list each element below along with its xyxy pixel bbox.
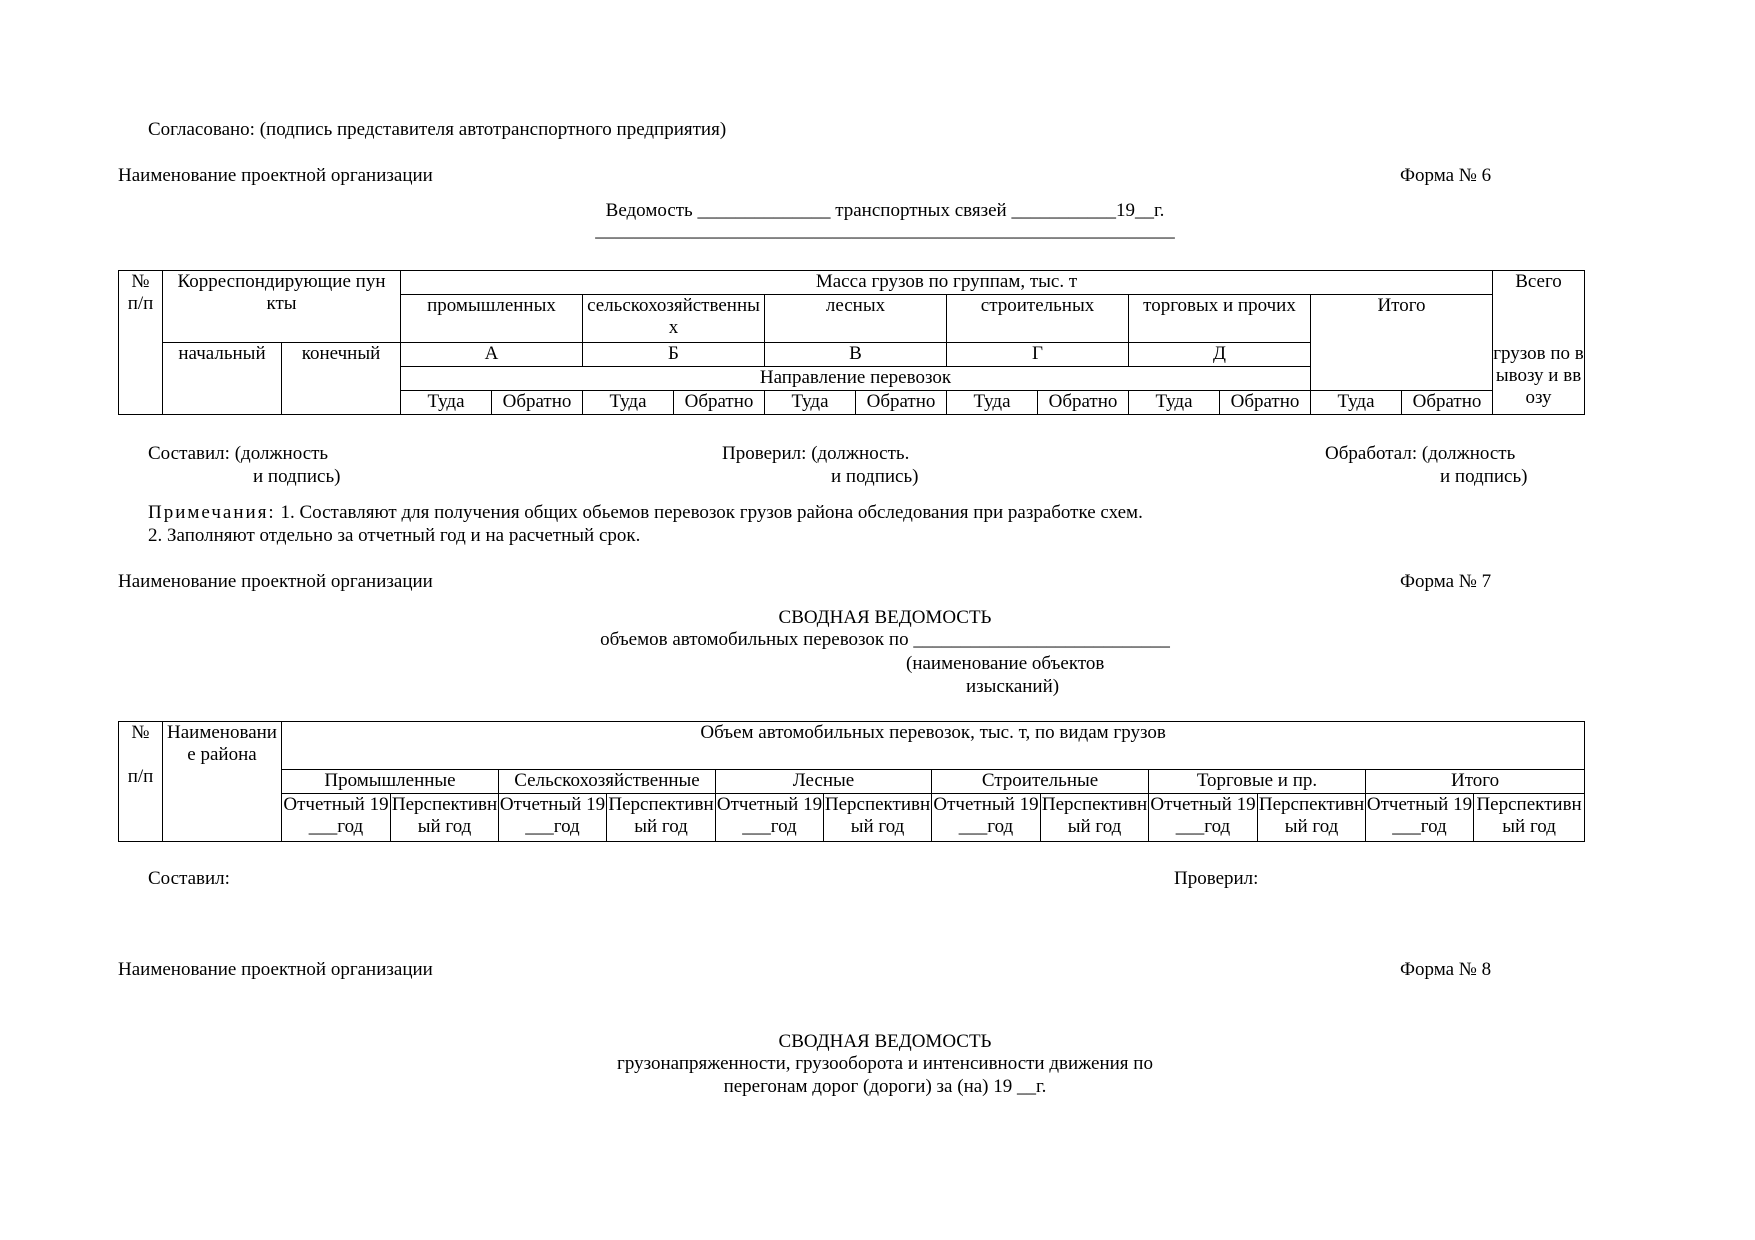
dir-back: Обратно xyxy=(492,391,583,415)
dir-back: Обратно xyxy=(1038,391,1129,415)
group-industrial: Промышленные xyxy=(282,770,499,794)
group-forest: Лесные xyxy=(716,770,932,794)
dir-back: Обратно xyxy=(1402,391,1493,415)
dir-there: Туда xyxy=(401,391,492,415)
letter-b: Б xyxy=(583,343,765,367)
form8-number: Форма № 8 xyxy=(1400,959,1492,980)
future-year: Перспективный год xyxy=(1041,794,1149,842)
form6-checked: Проверил: (должность. xyxy=(722,443,910,464)
total-header: Итого xyxy=(1311,295,1493,391)
approval-line: Согласовано: (подпись представителя автотранспортного предприятия) xyxy=(148,119,727,140)
all-header-top: Всего xyxy=(1493,271,1585,343)
report-year: Отчетный 19 ___год xyxy=(1149,794,1258,842)
report-year: Отчетный 19 ___год xyxy=(282,794,391,842)
future-year: Перспективный год xyxy=(607,794,716,842)
report-year: Отчетный 19 ___год xyxy=(1366,794,1474,842)
form6-table xyxy=(118,270,1585,415)
report-year: Отчетный 19 ___год xyxy=(932,794,1041,842)
dir-there: Туда xyxy=(765,391,856,415)
form8-title: СВОДНАЯ ВЕДОМОСТЬ xyxy=(778,1031,992,1052)
form6-notes xyxy=(148,502,1143,524)
notes-label: Примечания: xyxy=(148,502,276,523)
group-construction: Строительные xyxy=(932,770,1149,794)
direction-header: Направление перевозок xyxy=(401,367,1311,391)
form7-table xyxy=(118,721,1585,842)
report-year: Отчетный 19 ___год xyxy=(499,794,607,842)
form7-checked: Проверил: xyxy=(1174,868,1259,889)
form7-subtitle: объемов автомобильных перевозок по ___________________________ xyxy=(600,629,1170,650)
form7-title: СВОДНАЯ ВЕДОМОСТЬ xyxy=(778,607,992,628)
future-year: Перспективный год xyxy=(1474,794,1585,842)
end-header: конечный xyxy=(282,343,401,415)
group-industrial: промышленных xyxy=(401,295,583,343)
group-trade: торговых и прочих xyxy=(1129,295,1311,343)
form6-processed: Обработал: (должность xyxy=(1325,443,1516,464)
form6-compiled: Составил: (должность xyxy=(148,443,329,464)
form6-number: Форма № 6 xyxy=(1400,165,1492,186)
start-header: начальный xyxy=(163,343,282,415)
form6-title-underline: _____________________________________________________________ xyxy=(595,220,1175,241)
form8-subtitle-1: грузонапряженности, грузооборота и интенсивности движения по xyxy=(617,1053,1153,1074)
form6-org-label: Наименование проектной организации xyxy=(118,165,433,186)
num-header: № п/п xyxy=(119,722,163,842)
letter-v: В xyxy=(765,343,947,367)
future-year: Перспективный год xyxy=(391,794,499,842)
form6-checked-sign: и подпись) xyxy=(831,466,919,487)
group-agricultural: Сельскохозяйственные xyxy=(499,770,716,794)
group-construction: строительных xyxy=(947,295,1129,343)
letter-g: Г xyxy=(947,343,1129,367)
group-agricultural: сельскохозяйственных xyxy=(583,295,765,343)
form6-compiled-sign: и подпись) xyxy=(253,466,341,487)
dir-there: Туда xyxy=(1311,391,1402,415)
dir-there: Туда xyxy=(947,391,1038,415)
future-year: Перспективный год xyxy=(1258,794,1366,842)
future-year: Перспективный год xyxy=(824,794,932,842)
note-2: 2. Заполняют отдельно за отчетный год и на расчетный срок. xyxy=(148,525,641,546)
note-1: 1. Составляют для получения общих обьемов перевозок грузов района обследования при разработке схем. xyxy=(280,502,1143,523)
form7-hint-2: изысканий) xyxy=(966,676,1060,697)
form7-org-label: Наименование проектной организации xyxy=(118,571,433,592)
dir-back: Обратно xyxy=(856,391,947,415)
volume-header: Объем автомобильных перевозок, тыс. т, по видам грузов xyxy=(282,722,1585,770)
group-forest: лесных xyxy=(765,295,947,343)
form8-subtitle-2: перегонам дорог (дороги) за (на) 19 __г. xyxy=(723,1076,1047,1097)
dir-there: Туда xyxy=(583,391,674,415)
group-total: Итого xyxy=(1366,770,1585,794)
letter-d: Д xyxy=(1129,343,1311,367)
form7-hint-1: (наименование объектов xyxy=(906,653,1105,674)
form7-number: Форма № 7 xyxy=(1400,571,1492,592)
dir-back: Обратно xyxy=(1220,391,1311,415)
report-year: Отчетный 19 ___год xyxy=(716,794,824,842)
all-header-bottom: грузов по вывозу и ввозу xyxy=(1493,343,1585,415)
form7-compiled: Составил: xyxy=(148,868,230,889)
form8-org-label: Наименование проектной организации xyxy=(118,959,433,980)
form6-processed-sign: и подпись) xyxy=(1440,466,1528,487)
dir-there: Туда xyxy=(1129,391,1220,415)
group-trade: Торговые и пр. xyxy=(1149,770,1366,794)
points-header: Корреспондирующие пункты xyxy=(163,271,401,343)
mass-header: Масса грузов по группам, тыс. т xyxy=(401,271,1493,295)
district-header: Наименование района xyxy=(163,722,282,842)
form6-title: Ведомость ______________ транспортных связей ___________19__г. xyxy=(605,200,1165,221)
num-header: № п/п xyxy=(119,271,163,415)
dir-back: Обратно xyxy=(674,391,765,415)
letter-a: А xyxy=(401,343,583,367)
